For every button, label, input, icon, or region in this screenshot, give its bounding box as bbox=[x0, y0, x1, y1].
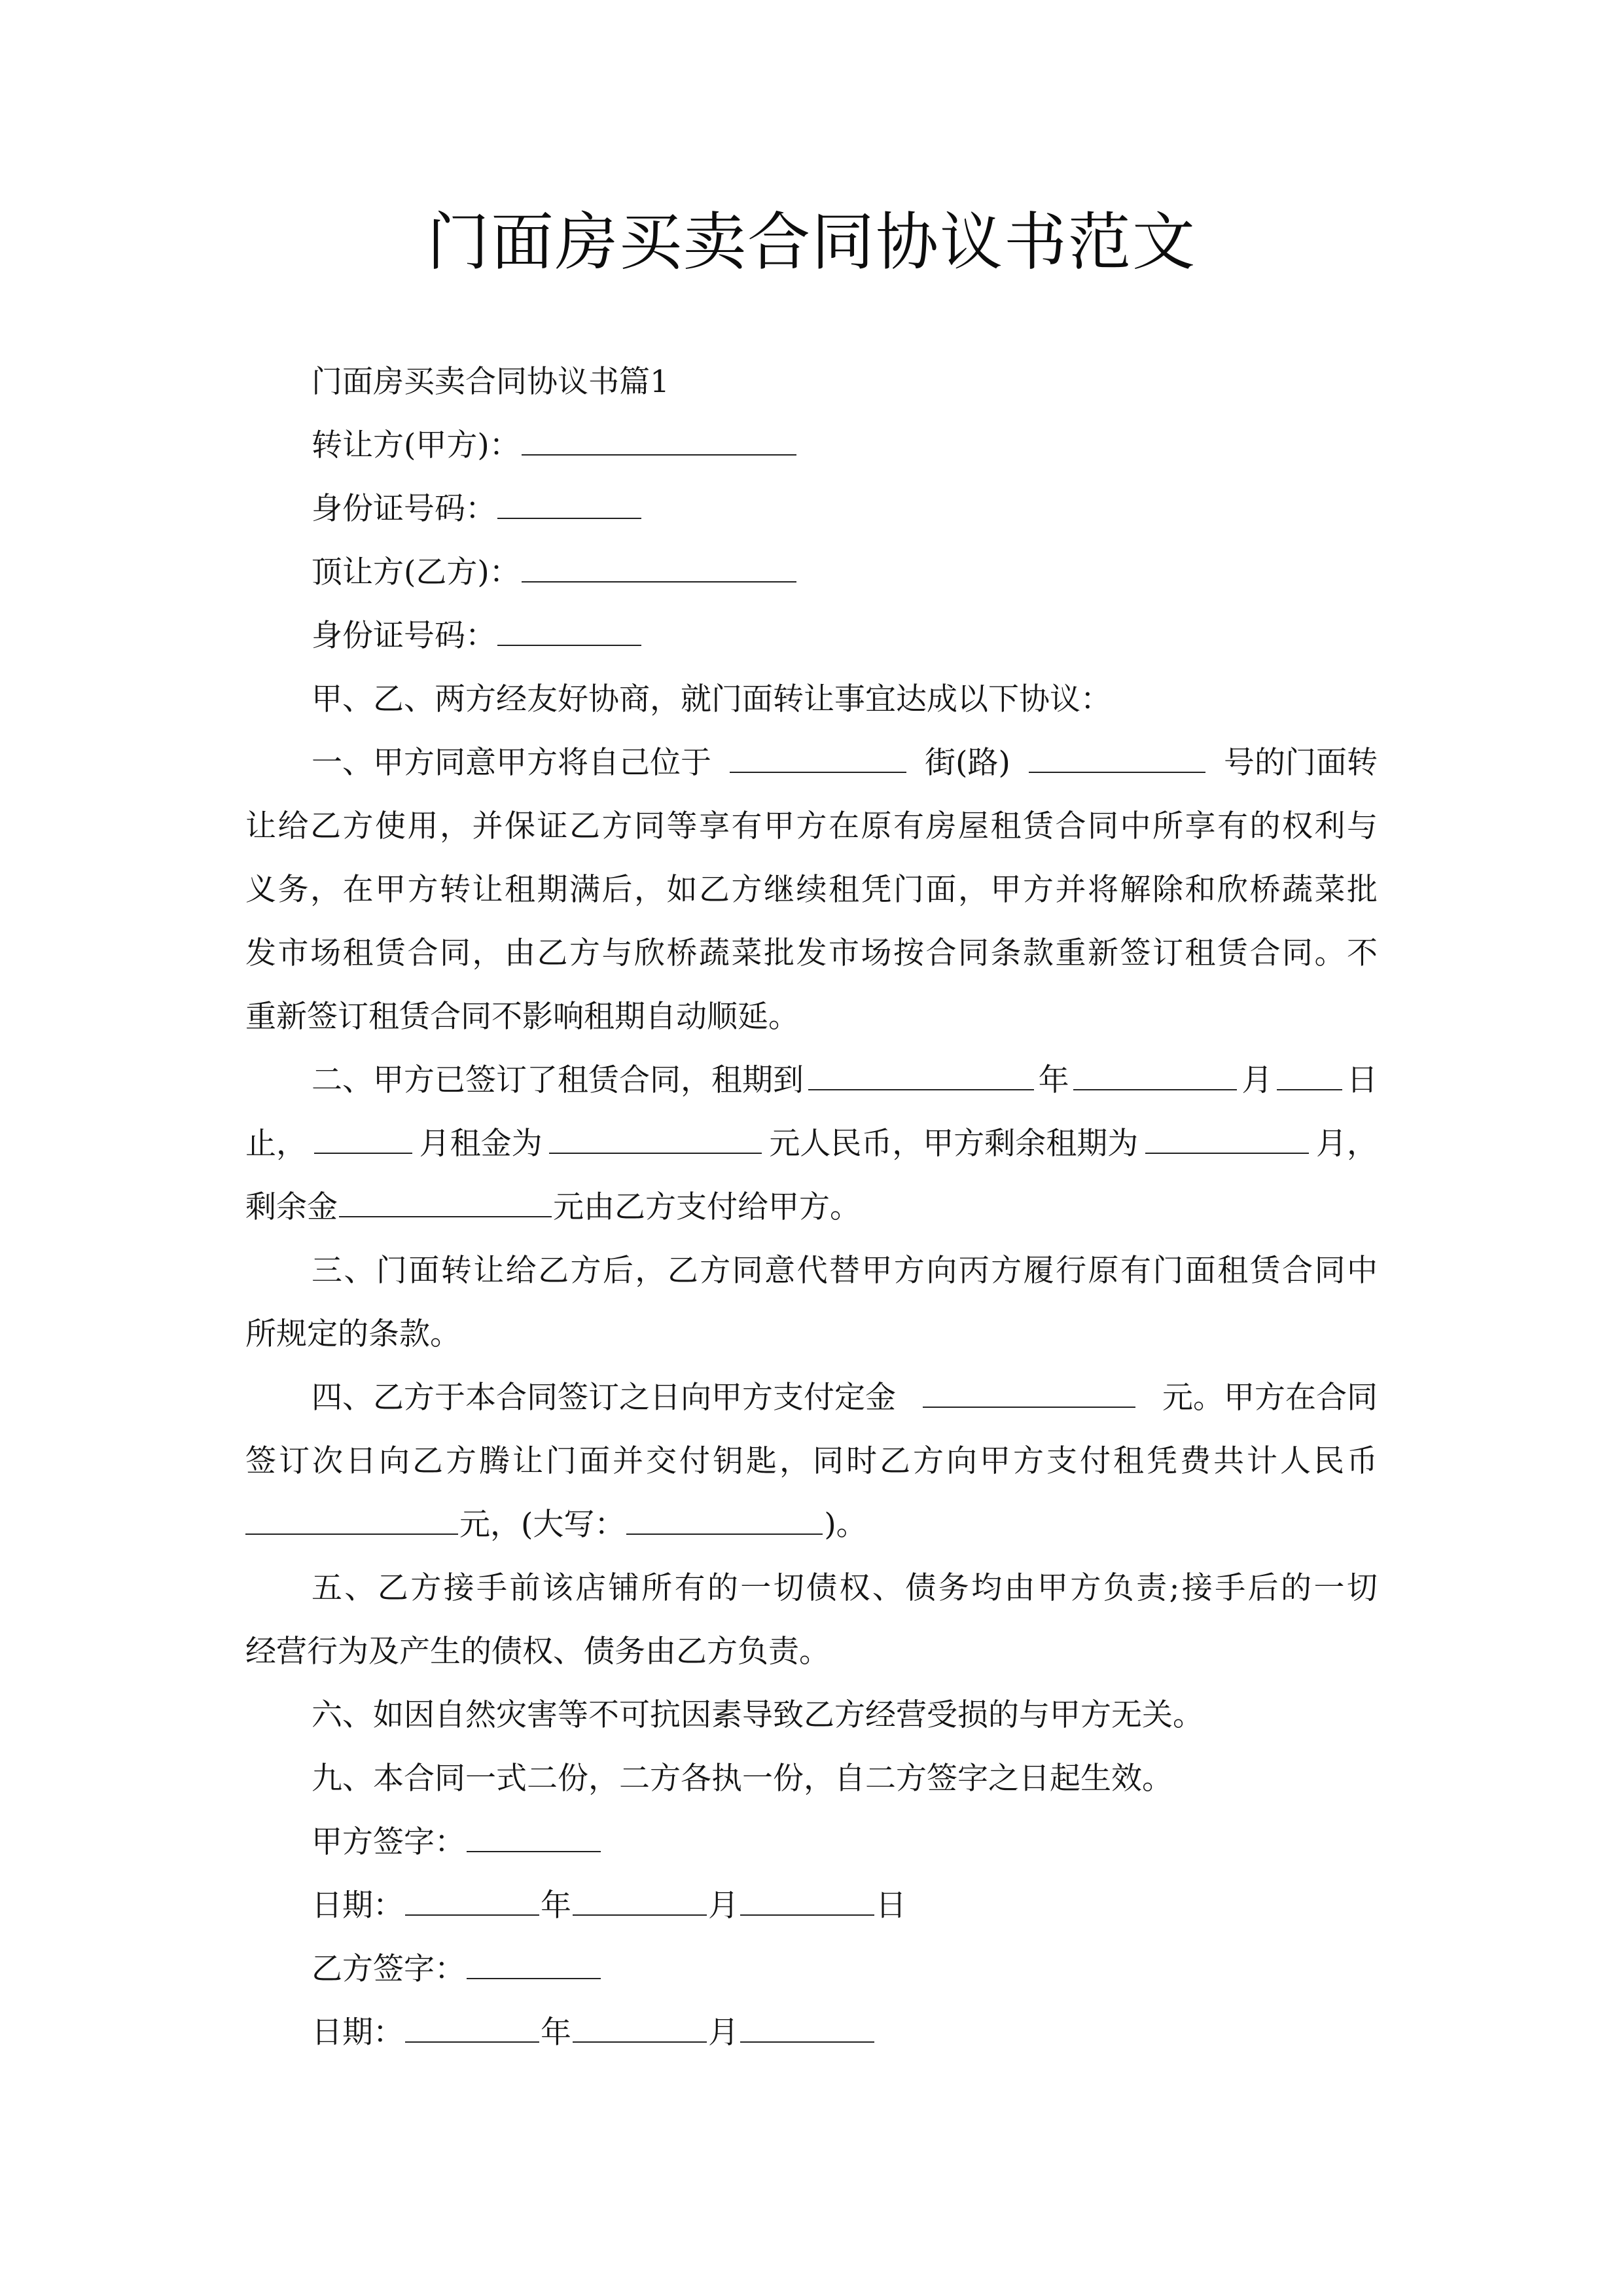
char: 前 bbox=[509, 1570, 541, 1606]
party-a-signature-row bbox=[245, 1810, 1378, 1874]
char: 菜 bbox=[1314, 872, 1346, 908]
transferee-row bbox=[245, 541, 1378, 604]
char: 甲 bbox=[764, 808, 794, 844]
party-b-day-blank[interactable] bbox=[740, 2015, 874, 2043]
char: 菜 bbox=[731, 935, 762, 971]
clause2-line2 bbox=[245, 1112, 1378, 1175]
month-label: 月 bbox=[1241, 1062, 1273, 1098]
char: 五 bbox=[312, 1570, 342, 1606]
clause2-text-a: 剩余金 bbox=[245, 1189, 338, 1225]
char: ， bbox=[472, 935, 503, 971]
transferee-blank[interactable] bbox=[522, 555, 796, 583]
char: 方 bbox=[569, 935, 600, 971]
char: 凭 bbox=[861, 872, 892, 908]
char: 和 bbox=[1185, 872, 1216, 908]
lease-end-day-blank[interactable] bbox=[1277, 1063, 1342, 1090]
char: 享 bbox=[1185, 808, 1216, 844]
document-body bbox=[245, 350, 1378, 2064]
char: 发 bbox=[796, 935, 827, 971]
char: 切 bbox=[773, 1570, 804, 1606]
char: 接 bbox=[1181, 1570, 1213, 1606]
char: 同 bbox=[1314, 1253, 1346, 1289]
char: 解 bbox=[1120, 872, 1151, 908]
month-label: 月 bbox=[708, 1888, 739, 1924]
char: 赁 bbox=[1217, 935, 1248, 971]
clause2-line3 bbox=[245, 1175, 1378, 1239]
char: 切 bbox=[1346, 1570, 1378, 1606]
char: 有 bbox=[1217, 808, 1248, 844]
clause2-text-b: 月租金为 bbox=[419, 1126, 543, 1162]
clause6: 六、如因自然灾害等不可抗因素导致乙方经营受损的与甲方无关。 bbox=[312, 1697, 1204, 1733]
char: 与 bbox=[1347, 808, 1378, 844]
char: 代 bbox=[796, 1253, 828, 1289]
char: 蔬 bbox=[699, 935, 730, 971]
char: 中 bbox=[1347, 1253, 1378, 1289]
char: 给 bbox=[505, 1253, 537, 1289]
clause1-line5: 重新签订租赁合同不影响租期自动顺延。 bbox=[245, 999, 799, 1035]
char: 赁 bbox=[1249, 1253, 1281, 1289]
clause2-text-b: 元由乙方支付给甲方。 bbox=[553, 1189, 861, 1225]
char: 债 bbox=[905, 1570, 936, 1606]
char: 替 bbox=[829, 1253, 860, 1289]
char: 腾 bbox=[479, 1443, 510, 1479]
char: 方 bbox=[601, 808, 633, 844]
char: ， bbox=[635, 1253, 666, 1289]
char: 向 bbox=[379, 1443, 410, 1479]
char: 向 bbox=[926, 1253, 957, 1289]
char: 期 bbox=[537, 872, 568, 908]
char: 原 bbox=[861, 808, 892, 844]
char: 后 bbox=[602, 1253, 633, 1289]
char: 让 bbox=[473, 1253, 505, 1289]
char: 方 bbox=[893, 1253, 925, 1289]
char: 、 bbox=[344, 1570, 376, 1606]
char: 款 bbox=[1023, 935, 1054, 971]
char: 租 bbox=[829, 872, 859, 908]
char: 币 bbox=[1347, 1443, 1378, 1479]
char: ， bbox=[958, 872, 989, 908]
char: 同 bbox=[958, 935, 989, 971]
char: 、 bbox=[344, 1253, 375, 1289]
char: 蔬 bbox=[1282, 872, 1313, 908]
transferee-id-row bbox=[245, 604, 1378, 668]
party-b-month-blank[interactable] bbox=[573, 2015, 707, 2043]
clause4-text-a: 元，(大写： bbox=[459, 1507, 626, 1543]
clause4-line1 bbox=[245, 1366, 1378, 1429]
char: 租 bbox=[1185, 935, 1216, 971]
char: 履 bbox=[1023, 1253, 1054, 1289]
char: 后 bbox=[1247, 1570, 1279, 1606]
party-a-sign-label: 甲方签字： bbox=[312, 1824, 465, 1860]
char: 租 bbox=[342, 935, 374, 971]
char: 务 bbox=[938, 1570, 969, 1606]
party-a-date-row bbox=[245, 1874, 1378, 1937]
char: 满 bbox=[569, 872, 600, 908]
char: 方 bbox=[796, 808, 827, 844]
char: ， bbox=[634, 872, 665, 908]
char: 民 bbox=[1313, 1443, 1344, 1479]
char: 的 bbox=[1249, 808, 1281, 844]
char: 在 bbox=[829, 808, 859, 844]
clause4-text-b: 元。甲方在合同 bbox=[1162, 1380, 1378, 1416]
char: 费 bbox=[1180, 1443, 1211, 1479]
transferor-row bbox=[245, 414, 1378, 477]
char: 方 bbox=[991, 1253, 1022, 1289]
char: 按 bbox=[893, 935, 924, 971]
char: 让 bbox=[512, 1443, 543, 1479]
char: 方 bbox=[731, 872, 762, 908]
char: 方 bbox=[1023, 872, 1054, 908]
char: 订 bbox=[279, 1443, 310, 1479]
char: 给 bbox=[277, 808, 309, 844]
char: 责 bbox=[1136, 1570, 1168, 1606]
char: 同 bbox=[1088, 808, 1118, 844]
char: 门 bbox=[376, 1253, 407, 1289]
clause1-text-c: 号的门面转 bbox=[1224, 745, 1378, 781]
char: 乙 bbox=[667, 1253, 698, 1289]
char: 权 bbox=[839, 1570, 870, 1606]
char: 场 bbox=[310, 935, 341, 971]
char: ， bbox=[440, 808, 471, 844]
char: 订 bbox=[1152, 935, 1183, 971]
char: 欣 bbox=[634, 935, 665, 971]
party-b-date-row bbox=[245, 2001, 1378, 2064]
month-label: 月 bbox=[708, 2015, 739, 2051]
year-label: 年 bbox=[541, 2015, 571, 2051]
char: 方 bbox=[1013, 1443, 1044, 1479]
char: 面 bbox=[408, 1253, 440, 1289]
party-a-signature-blank[interactable] bbox=[467, 1825, 601, 1852]
char: 乙 bbox=[537, 935, 568, 971]
char: 市 bbox=[829, 935, 859, 971]
char: 付 bbox=[1080, 1443, 1111, 1479]
char: 。 bbox=[1314, 935, 1346, 971]
char: 租 bbox=[1217, 1253, 1249, 1289]
transferor-blank[interactable] bbox=[522, 428, 796, 456]
char: 同 bbox=[813, 1443, 844, 1479]
char: 在 bbox=[342, 872, 374, 908]
char: 租 bbox=[1113, 1443, 1144, 1479]
char: 乙 bbox=[699, 872, 730, 908]
party-a-month-blank[interactable] bbox=[573, 1888, 707, 1916]
char: 除 bbox=[1152, 872, 1183, 908]
char: 方 bbox=[700, 1253, 731, 1289]
char: ; bbox=[1169, 1570, 1180, 1606]
char: 证 bbox=[537, 808, 568, 844]
char: 务 bbox=[277, 872, 309, 908]
char: 合 bbox=[1055, 808, 1086, 844]
char: 所 bbox=[1152, 808, 1183, 844]
char: 新 bbox=[1088, 935, 1118, 971]
char: 匙 bbox=[746, 1443, 777, 1479]
intro-paragraph: 甲、乙、两方经友好协商，就门面转让事宜达成以下协议： bbox=[312, 681, 1111, 717]
char: 有 bbox=[1120, 1253, 1151, 1289]
clause3-line1 bbox=[245, 1239, 1378, 1302]
char: 权 bbox=[1282, 808, 1313, 844]
clause4-text-a: 四、乙方于本合同签订之日向甲方支付定金 bbox=[312, 1380, 896, 1416]
remaining-amount-blank[interactable] bbox=[339, 1190, 552, 1217]
party-a-date-label: 日期： bbox=[312, 1888, 404, 1924]
char: 并 bbox=[613, 1443, 643, 1479]
clause1-line4 bbox=[245, 922, 1378, 985]
char: 中 bbox=[1120, 808, 1151, 844]
char: 支 bbox=[1046, 1443, 1077, 1479]
char: 方 bbox=[410, 1570, 442, 1606]
clause1-line3 bbox=[245, 858, 1378, 922]
char: 继 bbox=[764, 872, 794, 908]
char: 并 bbox=[1055, 872, 1086, 908]
char: 享 bbox=[699, 808, 730, 844]
transferee-id-blank[interactable] bbox=[497, 619, 641, 646]
clause1-text-a: 一、甲方同意甲方将自己位于 bbox=[312, 745, 711, 781]
char: 店 bbox=[575, 1570, 607, 1606]
transferor-id-row bbox=[245, 477, 1378, 541]
year-label: 年 bbox=[541, 1888, 571, 1924]
char: 并 bbox=[472, 808, 503, 844]
char: 房 bbox=[925, 808, 957, 844]
char: 屋 bbox=[958, 808, 989, 844]
char: 面 bbox=[579, 1443, 610, 1479]
char: 租 bbox=[505, 872, 535, 908]
char: 人 bbox=[1280, 1443, 1311, 1479]
char: 义 bbox=[245, 872, 276, 908]
char: 方 bbox=[407, 872, 438, 908]
char: 所 bbox=[641, 1570, 673, 1606]
char: 乙 bbox=[412, 1443, 443, 1479]
transferor-id-label: 身份证号码： bbox=[312, 491, 496, 527]
clause4-text-b: )。 bbox=[824, 1507, 867, 1543]
char: 计 bbox=[1247, 1443, 1277, 1479]
clause1-line1 bbox=[245, 731, 1378, 795]
char: 乙 bbox=[310, 808, 341, 844]
char: 签 bbox=[1120, 935, 1151, 971]
char: 赁 bbox=[375, 935, 406, 971]
party-b-signature-blank[interactable] bbox=[467, 1952, 601, 1979]
char: 批 bbox=[1347, 872, 1378, 908]
monthly-rent-blank[interactable] bbox=[549, 1126, 762, 1154]
lease-end-year-blank[interactable] bbox=[808, 1063, 1034, 1090]
char: 门 bbox=[893, 872, 924, 908]
char: 共 bbox=[1213, 1443, 1244, 1479]
char: 面 bbox=[925, 872, 957, 908]
char: 将 bbox=[1088, 872, 1118, 908]
char: 有 bbox=[731, 808, 762, 844]
char: 批 bbox=[764, 935, 794, 971]
char: 合 bbox=[925, 935, 957, 971]
char: 次 bbox=[312, 1443, 343, 1479]
char: 甲 bbox=[1037, 1570, 1068, 1606]
char: 负 bbox=[1103, 1570, 1134, 1606]
char: 方 bbox=[570, 1253, 601, 1289]
char: ， bbox=[310, 872, 341, 908]
clause2-line1 bbox=[245, 1049, 1378, 1112]
char: 门 bbox=[1152, 1253, 1184, 1289]
char: 续 bbox=[796, 872, 827, 908]
char: 后 bbox=[601, 872, 633, 908]
clause2-text-a: 二、甲方已签订了租赁合同，租期到 bbox=[312, 1062, 804, 1098]
char: 如 bbox=[666, 872, 698, 908]
day-label: 日 bbox=[1346, 1062, 1378, 1098]
clause9: 九、本合同一式二份，二方各执一份，自二方签字之日起生效。 bbox=[312, 1761, 1173, 1797]
char: 手 bbox=[1215, 1570, 1246, 1606]
char: 甲 bbox=[375, 872, 406, 908]
char: 日 bbox=[346, 1443, 376, 1479]
char: 由 bbox=[1004, 1570, 1035, 1606]
clause4-line2 bbox=[245, 1429, 1378, 1493]
char: 均 bbox=[971, 1570, 1003, 1606]
char: 钥 bbox=[713, 1443, 743, 1479]
char: 不 bbox=[1347, 935, 1378, 971]
char: 欣 bbox=[1217, 872, 1248, 908]
char: 三 bbox=[312, 1253, 342, 1289]
char: 的 bbox=[1281, 1570, 1312, 1606]
deposit-blank[interactable] bbox=[923, 1380, 1135, 1408]
document-title: 门面房买卖合同协议书范文 bbox=[427, 206, 1196, 279]
char: 铺 bbox=[608, 1570, 639, 1606]
char: 乙 bbox=[569, 808, 600, 844]
char: 利 bbox=[1314, 808, 1346, 844]
char: 发 bbox=[245, 935, 276, 971]
clause3-line2: 所规定的条款。 bbox=[245, 1316, 461, 1352]
char: 转 bbox=[440, 872, 471, 908]
party-b-date-label: 日期： bbox=[312, 2015, 404, 2051]
char: 面 bbox=[1185, 1253, 1216, 1289]
char: 让 bbox=[245, 808, 276, 844]
char: 重 bbox=[1055, 935, 1086, 971]
char: 桥 bbox=[666, 935, 698, 971]
char: 接 bbox=[443, 1570, 474, 1606]
char: 使 bbox=[375, 808, 406, 844]
char: 同 bbox=[634, 808, 665, 844]
char: 同 bbox=[440, 935, 471, 971]
char: 时 bbox=[846, 1443, 877, 1479]
char: 租 bbox=[990, 808, 1022, 844]
char: 场 bbox=[861, 935, 892, 971]
char: 条 bbox=[990, 935, 1022, 971]
char: 向 bbox=[946, 1443, 977, 1479]
clause4-line3 bbox=[245, 1493, 1378, 1556]
char: 付 bbox=[679, 1443, 710, 1479]
char: 一 bbox=[740, 1570, 772, 1606]
char: 转 bbox=[440, 1253, 472, 1289]
number-blank[interactable] bbox=[1029, 745, 1205, 773]
transferor-id-blank[interactable] bbox=[497, 492, 641, 519]
char: 让 bbox=[472, 872, 503, 908]
char: 乙 bbox=[377, 1570, 408, 1606]
char: 方 bbox=[1070, 1570, 1101, 1606]
char: 桥 bbox=[1249, 872, 1281, 908]
char: 一 bbox=[1313, 1570, 1345, 1606]
party-b-year-blank[interactable] bbox=[405, 2015, 539, 2043]
char: 该 bbox=[542, 1570, 573, 1606]
char: 手 bbox=[476, 1570, 508, 1606]
char: 、 bbox=[872, 1570, 903, 1606]
char: 债 bbox=[806, 1570, 838, 1606]
char: 与 bbox=[601, 935, 633, 971]
char: 合 bbox=[407, 935, 438, 971]
char: 意 bbox=[764, 1253, 796, 1289]
char: 甲 bbox=[980, 1443, 1010, 1479]
char: 有 bbox=[674, 1570, 705, 1606]
amount-in-words-blank[interactable] bbox=[626, 1507, 823, 1535]
char: 丙 bbox=[958, 1253, 990, 1289]
clause2-text-d: 月， bbox=[1315, 1126, 1378, 1162]
char: 的 bbox=[707, 1570, 738, 1606]
year-label: 年 bbox=[1038, 1062, 1069, 1098]
char: 用 bbox=[407, 808, 438, 844]
transferor-label: 转让方(甲方)： bbox=[312, 427, 520, 463]
rent-month-blank[interactable] bbox=[314, 1126, 412, 1154]
char: 行 bbox=[1056, 1253, 1087, 1289]
clause5-line2: 经营行为及产生的债权、债务由乙方负责。 bbox=[245, 1634, 830, 1670]
remaining-term-blank[interactable] bbox=[1145, 1126, 1309, 1154]
transferee-label: 顶让方(乙方)： bbox=[312, 554, 520, 590]
char: 交 bbox=[646, 1443, 677, 1479]
char: 合 bbox=[1249, 935, 1281, 971]
char: 方 bbox=[913, 1443, 944, 1479]
clause1-text-b: 街(路) bbox=[925, 745, 1010, 781]
section-heading: 门面房买卖合同协议书篇1 bbox=[312, 364, 669, 400]
char: 有 bbox=[893, 808, 924, 844]
party-b-sign-label: 乙方签字： bbox=[312, 1951, 465, 1987]
char: 乙 bbox=[880, 1443, 910, 1479]
char: 方 bbox=[446, 1443, 476, 1479]
party-a-day-blank[interactable] bbox=[740, 1888, 874, 1916]
char: 合 bbox=[1282, 1253, 1313, 1289]
clause2-text-c: 元人民币，甲方剩余租期为 bbox=[769, 1126, 1139, 1162]
char: 乙 bbox=[538, 1253, 569, 1289]
clause1-line2 bbox=[245, 795, 1378, 858]
party-b-signature-row bbox=[245, 1937, 1378, 2001]
transferee-id-label: 身份证号码： bbox=[312, 618, 496, 654]
char: 市 bbox=[277, 935, 309, 971]
total-rent-blank[interactable] bbox=[245, 1507, 458, 1535]
clause2-text-a: 止， bbox=[245, 1126, 307, 1162]
day-label: 日 bbox=[876, 1888, 906, 1924]
street-blank[interactable] bbox=[730, 745, 906, 773]
char: 甲 bbox=[861, 1253, 893, 1289]
char: 甲 bbox=[990, 872, 1022, 908]
party-a-year-blank[interactable] bbox=[405, 1888, 539, 1916]
char: 原 bbox=[1088, 1253, 1119, 1289]
char: ， bbox=[779, 1443, 810, 1479]
char: 同 bbox=[732, 1253, 763, 1289]
char: 同 bbox=[1282, 935, 1313, 971]
clause5-line1 bbox=[245, 1556, 1378, 1620]
char: 方 bbox=[342, 808, 374, 844]
lease-end-month-blank[interactable] bbox=[1073, 1063, 1237, 1090]
char: 保 bbox=[505, 808, 535, 844]
char: 等 bbox=[666, 808, 698, 844]
char: 签 bbox=[245, 1443, 276, 1479]
char: 门 bbox=[546, 1443, 577, 1479]
char: 由 bbox=[505, 935, 535, 971]
char: 赁 bbox=[1023, 808, 1054, 844]
char: 凭 bbox=[1147, 1443, 1177, 1479]
